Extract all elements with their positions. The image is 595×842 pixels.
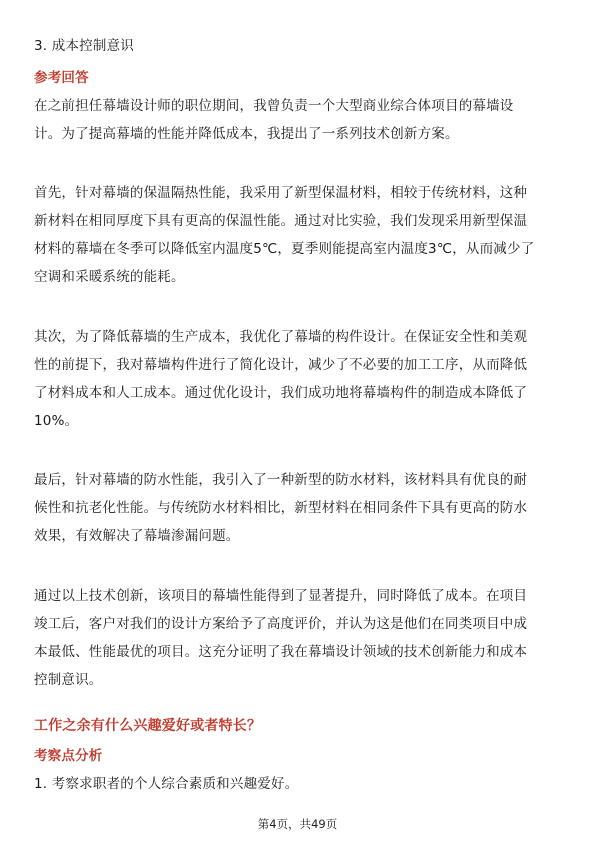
paragraph-3-line-3: 了材料成本和人工成本。通过优化设计，我们成功地将幕墙构件的制造成本降低了	[34, 385, 528, 401]
paragraph-1-line-1: 在之前担任幕墙设计师的职位期间，我曾负责一个大型商业综合体项目的幕墙设	[34, 98, 514, 114]
analysis-heading: 考察点分析	[34, 748, 103, 764]
paragraph-2-line-3: 材料的幕墙在冬季可以降低室内温度5℃，夏季则能提高室内温度3℃，从而减少了	[34, 241, 535, 257]
paragraph-3-line-1: 其次，为了降低幕墙的生产成本，我优化了幕墙的构件设计。在保证安全性和美观	[34, 329, 528, 345]
paragraph-5-line-1: 通过以上技术创新，该项目的幕墙性能得到了显著提升，同时降低了成本。在项目	[34, 588, 528, 604]
paragraph-3-line-2: 性的前提下，我对幕墙构件进行了简化设计，减少了不必要的加工工序，从而降低	[34, 357, 528, 373]
answer-heading: 参考回答	[34, 70, 89, 86]
paragraph-4-line-3: 效果，有效解决了幕墙渗漏问题。	[34, 528, 240, 544]
paragraph-3-line-4: 10%。	[34, 413, 79, 429]
paragraph-2-line-1: 首先，针对幕墙的保温隔热性能，我采用了新型保温材料，相较于传统材料，这种	[34, 185, 528, 201]
paragraph-4-line-2: 候性和抗老化性能。与传统防水材料相比，新型材料在相同条件下具有更高的防水	[34, 500, 528, 516]
paragraph-5-line-3: 本最低、性能最优的项目。这充分证明了我在幕墙设计领域的技术创新能力和成本	[34, 644, 528, 660]
question-title: 工作之余有什么兴趣爱好或者特长？	[34, 718, 262, 734]
paragraph-1-line-2: 计。为了提高幕墙的性能并降低成本，我提出了一系列技术创新方案。	[34, 126, 459, 142]
paragraph-5-line-2: 竣工后，客户对我们的设计方案给予了高度评价，并认为这是他们在同类项目中成	[34, 616, 528, 632]
page-number: 第4页，共49页	[257, 817, 338, 831]
paragraph-2-line-2: 新材料在相同厚度下具有更高的保温性能。通过对比实验，我们发现采用新型保温	[34, 213, 528, 229]
analysis-point-1: 1. 考察求职者的个人综合素质和兴趣爱好。	[34, 776, 299, 792]
paragraph-5-line-4: 控制意识。	[34, 672, 103, 688]
paragraph-2-line-4: 空调和采暖系统的能耗。	[34, 269, 185, 285]
paragraph-4-line-1: 最后，针对幕墙的防水性能，我引入了一种新型的防水材料，该材料具有优良的耐	[34, 472, 528, 488]
list-item-cost-control: 3. 成本控制意识	[34, 38, 134, 54]
